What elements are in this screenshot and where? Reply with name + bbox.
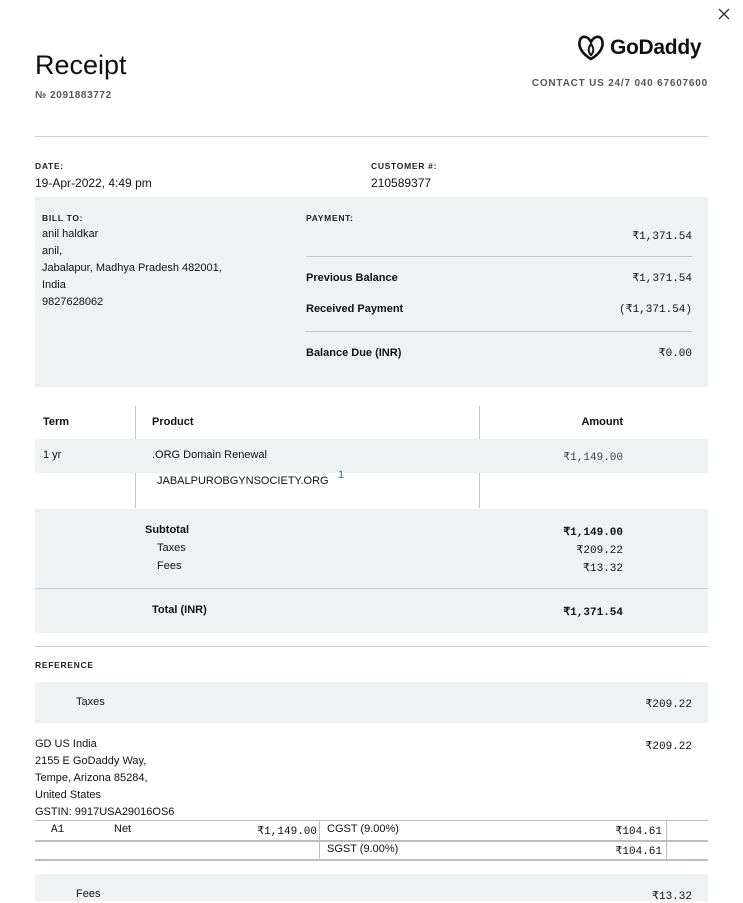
taxes-label: Taxes [157, 542, 186, 554]
payment-amount: ₹1,371.54 [632, 231, 692, 243]
date-value: 19-Apr-2022, 4:49 pm [35, 176, 152, 190]
tax-grid-divider [666, 820, 667, 860]
total-value: ₹1,371.54 [563, 607, 623, 619]
customer-value: 210589377 [371, 176, 432, 190]
balance-divider [306, 331, 692, 332]
receipt-number: № 2091883772 [35, 90, 112, 101]
taxes-value: ₹209.22 [576, 545, 623, 557]
entity-line: 2155 E GoDaddy Way, [35, 755, 147, 767]
row-domain: JABALPUROBGYNSOCIETY.ORG [157, 475, 329, 487]
payment-divider [306, 256, 692, 257]
logo-text: GoDaddy [610, 36, 702, 59]
previous-balance-value: ₹1,371.54 [632, 273, 692, 285]
entity-line: Tempe, Arizona 85284, [35, 772, 148, 784]
sgst-label: SGST (9.00%) [327, 843, 399, 855]
bill-to-line: anil haldkar [42, 228, 99, 240]
reference-fees-row [35, 874, 708, 901]
totals-divider [35, 588, 708, 589]
bill-to-line: Jabalapur, Madhya Pradesh 482001, [42, 262, 222, 274]
entity-amount: ₹209.22 [645, 741, 692, 753]
received-payment-row [306, 302, 692, 316]
entity-line: GSTIN: 9917USA29016OS6 [35, 806, 175, 818]
previous-balance-label: Previous Balance [306, 272, 398, 284]
total-label: Total (INR) [152, 604, 207, 616]
net-label: Net [114, 823, 132, 835]
tax-grid-line [35, 859, 708, 861]
fees-label: Fees [157, 560, 182, 572]
balance-due-label: Balance Due (INR) [306, 347, 402, 359]
tax-grid-line [35, 820, 708, 821]
cgst-value: ₹104.61 [615, 826, 662, 838]
subtotal-value: ₹1,149.00 [563, 527, 623, 539]
sgst-value: ₹104.61 [615, 846, 662, 858]
bill-to-label: BILL TO: [42, 213, 84, 223]
tax-entity-address [35, 736, 174, 821]
customer-label: CUSTOMER #: [371, 161, 438, 171]
entity-line: United States [35, 789, 102, 801]
close-button[interactable] [716, 6, 732, 22]
reference-taxes-value: ₹209.22 [645, 699, 692, 711]
close-icon [716, 6, 732, 22]
bill-to-line: 9827628062 [42, 296, 104, 308]
date-label: DATE: [35, 161, 64, 171]
header-divider [35, 136, 708, 137]
tax-code: A1 [51, 824, 65, 836]
bill-to-line: anil, [42, 245, 63, 257]
bill-to-address [42, 226, 222, 311]
brand-logo [576, 34, 701, 62]
row-amount: ₹1,149.00 [563, 452, 623, 464]
bill-to-line: India [42, 279, 66, 291]
contact-us[interactable]: CONTACT US 24/7 040 67607600 [531, 78, 708, 89]
subtotal-label: Subtotal [145, 524, 189, 536]
product-header: Product [152, 416, 194, 428]
balance-due-value: ₹0.00 [658, 348, 692, 360]
page-title: Receipt [35, 50, 127, 80]
godaddy-logo-icon [576, 34, 606, 62]
reference-fees-label: Fees [76, 888, 101, 900]
net-value: ₹1,149.00 [257, 826, 317, 838]
amount-header: Amount [581, 416, 623, 428]
footnote-marker[interactable]: 1 [338, 469, 345, 481]
fees-value: ₹13.32 [582, 563, 623, 575]
reference-label: REFERENCE [35, 660, 94, 670]
received-payment-value: (₹1,371.54) [618, 304, 692, 316]
received-payment-label: Received Payment [306, 303, 404, 315]
balance-due-row [306, 346, 692, 360]
row-term: 1 yr [43, 449, 62, 461]
reference-fees-value: ₹13.32 [651, 891, 692, 903]
reference-divider [35, 646, 708, 647]
previous-balance-row [306, 271, 692, 285]
tax-grid-line [35, 840, 708, 842]
tax-grid-divider [319, 820, 320, 860]
cgst-label: CGST (9.00%) [327, 823, 399, 835]
entity-line: GD US India [35, 738, 97, 750]
term-header: Term [43, 416, 70, 428]
payment-label: PAYMENT: [306, 213, 354, 223]
row-product: .ORG Domain Renewal [152, 449, 267, 461]
reference-taxes-row [35, 682, 708, 723]
reference-taxes-label: Taxes [76, 696, 105, 708]
